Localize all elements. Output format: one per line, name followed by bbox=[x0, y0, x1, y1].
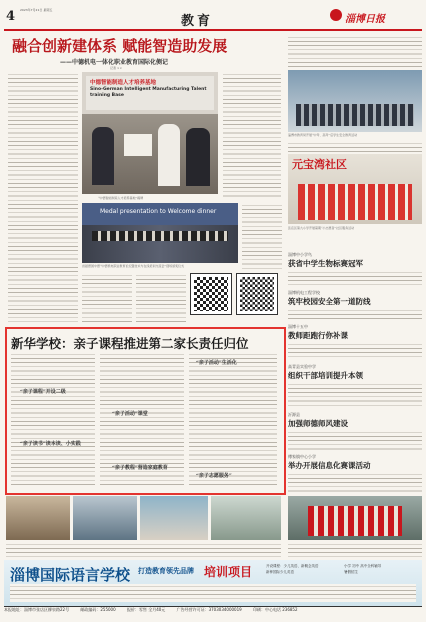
footer-zip: 邮政编码：255000 bbox=[80, 607, 116, 612]
classroom-photo-2 bbox=[73, 496, 137, 540]
main-story-body-column-1 bbox=[8, 72, 78, 322]
award-photo bbox=[82, 203, 238, 263]
photo-plaque bbox=[124, 134, 152, 156]
sidebar-body-6 bbox=[288, 472, 422, 492]
photo-caption-1: “中德智能制造人才培养基地”揭牌 bbox=[98, 196, 144, 200]
main-story-body-column-3 bbox=[242, 203, 282, 271]
ad-subtext-1: 开设课程：少儿英语、新概念英语 bbox=[266, 564, 319, 568]
photo-banner-text: Medal presentation to Welcome dinner bbox=[100, 208, 217, 215]
qr-code-2 bbox=[236, 273, 278, 315]
advertisement bbox=[4, 560, 422, 606]
footer-print: 印刷：中心电话 236852 bbox=[252, 607, 298, 612]
photo-sign-text: 中德智能制造人才培养基地 bbox=[90, 80, 157, 86]
sidebar-body-5 bbox=[288, 430, 422, 450]
sidebar-caption-1: 淄博市教育局开展“中考、高考”后学生安全教育活动 bbox=[288, 133, 358, 137]
main-subhead: ——中德机电一体化职业教育国际化侧记 bbox=[60, 59, 169, 66]
ad-subtext-4: 暑假招生 bbox=[344, 570, 358, 574]
page-footer bbox=[4, 607, 422, 621]
photo-students bbox=[308, 506, 402, 536]
ad-subtext-2: 新种国际少儿英语 bbox=[266, 570, 294, 574]
photo-sign-english: Sino-German Intelligent Manufacturing Talent training Base bbox=[90, 87, 207, 98]
community-sign: 元宝湾社区 bbox=[292, 158, 347, 171]
boxed-story-title: 新华学校：亲子课程推进第二家长责任归位 bbox=[11, 336, 249, 351]
qr-pattern bbox=[194, 277, 228, 311]
sidebar-caption-text bbox=[288, 141, 422, 153]
sidebar-caption-row bbox=[288, 542, 422, 558]
sidebar-kicker-4: 高青县实验中学 bbox=[288, 364, 316, 369]
classroom-photo-1 bbox=[6, 496, 70, 540]
sidebar-headline-2: 筑牢校园安全第一道防线 bbox=[288, 297, 371, 306]
photo-people-row bbox=[92, 231, 228, 241]
sidebar-kicker-5: 沂源县 bbox=[288, 412, 300, 417]
issue-info: 2023年7月21日 星期五 bbox=[20, 8, 53, 12]
sidebar-body-4 bbox=[288, 382, 422, 408]
photo-people-row bbox=[296, 104, 414, 126]
ad-slogan: 打造教育领先品牌 bbox=[138, 566, 194, 575]
ad-brand: 淄博国际语言学校 bbox=[10, 566, 131, 584]
main-story-body-column-2 bbox=[223, 72, 281, 200]
classroom-photo-3 bbox=[140, 496, 208, 540]
sidebar-intro-text bbox=[288, 35, 422, 69]
boxed-minihead-3: “亲子活动”课堂 bbox=[112, 411, 148, 417]
page-header bbox=[0, 0, 426, 28]
boxed-minihead-1: “亲子课程”开设二级 bbox=[20, 389, 66, 395]
footer-address: 本报地址：淄博市张店区柳泉路22号 bbox=[4, 607, 70, 612]
boxed-body-column-1 bbox=[11, 352, 95, 486]
sidebar-body-2 bbox=[288, 308, 422, 320]
newspaper-logo: 淄博日报 bbox=[345, 14, 385, 25]
sidebar-photo-2 bbox=[288, 154, 422, 224]
classroom-photo-4 bbox=[211, 496, 281, 540]
photo-person bbox=[158, 124, 180, 186]
boxed-minihead-5: “亲子活动”生活化 bbox=[196, 360, 237, 366]
photo-caption-2: 首届德国中德“中德机电职业教育论坛暨技术与在线培训交流会”现场颁奖仪式 bbox=[82, 264, 185, 268]
boxed-minihead-2: “亲子读书”读本读、小实践 bbox=[20, 441, 81, 447]
photo-person bbox=[92, 127, 114, 185]
main-story-body-column-4 bbox=[82, 273, 132, 323]
page-number: 4 bbox=[6, 9, 16, 24]
boxed-minihead-4: “亲子教程”营造家庭教育 bbox=[112, 465, 168, 471]
sidebar-caption-2: 张店区第九小学开展暑期“小志愿者”社区服务活动 bbox=[288, 226, 355, 230]
photo-captions-row bbox=[6, 542, 281, 558]
sidebar-headline-6: 举办开展信息化赛课活动 bbox=[288, 461, 371, 470]
ad-training: 培训项目 bbox=[204, 565, 253, 579]
photo-volunteers bbox=[298, 184, 412, 220]
main-byline: 记者 ×× bbox=[110, 66, 122, 70]
header-rule bbox=[4, 29, 422, 31]
sidebar-headline-5: 加强师德师风建设 bbox=[288, 419, 348, 428]
sidebar-body-3 bbox=[288, 342, 422, 360]
footer-ad-license: 广告经营许可证：3703034000019 bbox=[176, 607, 242, 612]
main-story-body-column-5 bbox=[136, 273, 186, 323]
qr-code-1 bbox=[190, 273, 232, 315]
qr-pattern bbox=[240, 277, 274, 311]
ad-subtext-3: 小学 初中 高中全科辅导 bbox=[344, 564, 382, 568]
sidebar-kicker-3: 淄博十五中 bbox=[288, 324, 308, 329]
ceremony-photo bbox=[82, 72, 218, 194]
sidebar-headline-3: 教师距跑行你补课 bbox=[288, 331, 348, 340]
sidebar-headline-4: 组织干部培训提升本领 bbox=[288, 371, 363, 380]
main-headline: 融合创新建体系 赋能智造助发展 bbox=[12, 37, 228, 55]
ad-fine-print bbox=[10, 584, 416, 602]
photo-person bbox=[186, 128, 210, 186]
sidebar-kicker-1: 淄博中小学鸟 bbox=[288, 252, 312, 257]
footer-price: 报价：零售 全月40元 bbox=[126, 607, 166, 612]
sidebar-kicker-2: 淄博机电工程学校 bbox=[288, 290, 320, 295]
sidebar-headline-1: 获省中学生物标赛冠军 bbox=[288, 259, 363, 268]
section-title: 教育 bbox=[181, 14, 214, 29]
sidebar-kicker-6: 傅家镇中心小学 bbox=[288, 454, 316, 459]
sidebar-photo-1 bbox=[288, 70, 422, 132]
sidebar-photo-3 bbox=[288, 496, 422, 540]
boxed-minihead-6: “亲子志愿服务” bbox=[196, 473, 232, 479]
sidebar-body-1 bbox=[288, 270, 422, 286]
boxed-body-column-3 bbox=[189, 352, 277, 486]
logo-icon bbox=[330, 9, 342, 21]
